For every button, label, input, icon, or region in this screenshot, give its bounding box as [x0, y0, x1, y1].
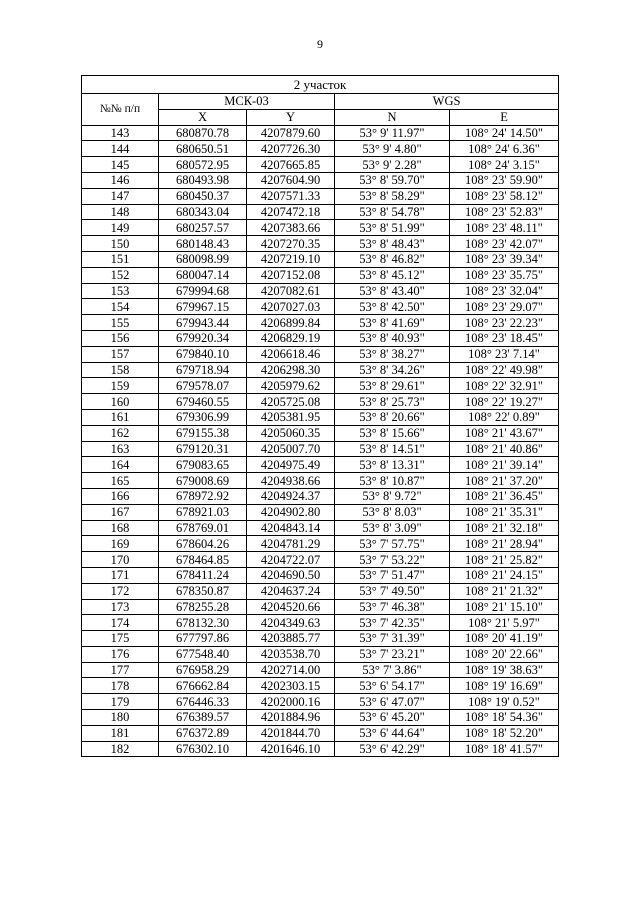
table-row	[82, 362, 559, 378]
msk-y-cell: 4207027.03	[247, 299, 335, 315]
table-row	[82, 425, 559, 441]
msk-y-cell: 4201844.70	[247, 725, 335, 741]
msk-x-cell: 676372.89	[159, 725, 247, 741]
wgs-e-cell: 108° 23' 59.90"	[450, 172, 559, 188]
point-number-cell: 147	[82, 188, 159, 204]
msk-x-cell: 679840.10	[159, 346, 247, 362]
msk-x-cell: 677548.40	[159, 646, 247, 662]
msk-x-cell: 680047.14	[159, 267, 247, 283]
table-row	[82, 220, 559, 236]
wgs-n-cell: 53° 9' 4.80"	[335, 141, 450, 157]
wgs-e-cell: 108° 21' 15.10"	[450, 599, 559, 615]
point-number-cell: 169	[82, 536, 159, 552]
msk-x-cell: 679920.34	[159, 330, 247, 346]
point-number-cell: 171	[82, 567, 159, 583]
page-number: 9	[317, 37, 323, 51]
wgs-e-cell: 108° 23' 52.83"	[450, 204, 559, 220]
msk-x-cell: 680098.99	[159, 251, 247, 267]
table-row	[82, 441, 559, 457]
table-row	[82, 172, 559, 188]
wgs-n-cell: 53° 8' 10.87"	[335, 473, 450, 489]
table-row	[82, 520, 559, 536]
wgs-n-cell: 53° 9' 11.97"	[335, 125, 450, 141]
point-number-cell: 156	[82, 330, 159, 346]
table-row	[82, 567, 559, 583]
wgs-e-cell: 108° 23' 39.34"	[450, 251, 559, 267]
point-number-cell: 163	[82, 441, 159, 457]
msk-x-cell: 679008.69	[159, 473, 247, 489]
msk-y-cell: 4207571.33	[247, 188, 335, 204]
table-row	[82, 330, 559, 346]
msk-y-cell: 4207082.61	[247, 283, 335, 299]
wgs-n-cell: 53° 7' 3.86"	[335, 662, 450, 678]
table-row	[82, 125, 559, 141]
msk-y-cell: 4207879.60	[247, 125, 335, 141]
msk-x-cell: 680148.43	[159, 236, 247, 252]
msk-x-cell: 680450.37	[159, 188, 247, 204]
wgs-n-cell: 53° 8' 51.99"	[335, 220, 450, 236]
wgs-n-cell: 53° 7' 49.50"	[335, 583, 450, 599]
point-number-cell: 149	[82, 220, 159, 236]
wgs-n-cell: 53° 8' 15.66"	[335, 425, 450, 441]
point-number-cell: 143	[82, 125, 159, 141]
table-row	[82, 267, 559, 283]
msk-y-cell: 4207604.90	[247, 172, 335, 188]
msk-x-cell: 679460.55	[159, 394, 247, 410]
table-row	[82, 315, 559, 331]
table-row	[82, 552, 559, 568]
wgs-n-cell: 53° 8' 25.73"	[335, 394, 450, 410]
table-row	[82, 694, 559, 710]
wgs-e-cell: 108° 21' 40.86"	[450, 441, 559, 457]
wgs-e-cell: 108° 24' 3.15"	[450, 157, 559, 173]
msk-group-header: МСК-03	[159, 94, 335, 110]
wgs-n-cell: 53° 8' 14.51"	[335, 441, 450, 457]
wgs-n-cell: 53° 8' 29.61"	[335, 378, 450, 394]
wgs-e-cell: 108° 21' 36.45"	[450, 488, 559, 504]
msk-x-cell: 679578.07	[159, 378, 247, 394]
number-column-header: №№ п/п	[82, 94, 159, 126]
wgs-e-cell: 108° 18' 52.20"	[450, 725, 559, 741]
msk-y-cell: 4207472.18	[247, 204, 335, 220]
table-row	[82, 236, 559, 252]
x-column-header: X	[159, 109, 247, 125]
point-number-cell: 172	[82, 583, 159, 599]
table-row	[82, 599, 559, 615]
point-number-cell: 161	[82, 409, 159, 425]
wgs-n-cell: 53° 7' 57.75"	[335, 536, 450, 552]
msk-y-cell: 4203885.77	[247, 631, 335, 647]
msk-y-cell: 4204924.37	[247, 488, 335, 504]
table-title: 2 участок	[82, 76, 559, 94]
point-number-cell: 153	[82, 283, 159, 299]
n-column-header: N	[335, 109, 450, 125]
msk-x-cell: 676389.57	[159, 710, 247, 726]
msk-y-cell: 4204520.66	[247, 599, 335, 615]
wgs-e-cell: 108° 23' 48.11"	[450, 220, 559, 236]
point-number-cell: 152	[82, 267, 159, 283]
wgs-e-cell: 108° 19' 0.52"	[450, 694, 559, 710]
wgs-n-cell: 53° 7' 53.22"	[335, 552, 450, 568]
table-row	[82, 631, 559, 647]
point-number-cell: 175	[82, 631, 159, 647]
wgs-n-cell: 53° 6' 45.20"	[335, 710, 450, 726]
msk-y-cell: 4202303.15	[247, 678, 335, 694]
point-number-cell: 144	[82, 141, 159, 157]
point-number-cell: 158	[82, 362, 159, 378]
table-row	[82, 536, 559, 552]
point-number-cell: 148	[82, 204, 159, 220]
msk-y-cell: 4206298.30	[247, 362, 335, 378]
wgs-n-cell: 53° 8' 13.31"	[335, 457, 450, 473]
wgs-e-cell: 108° 18' 54.36"	[450, 710, 559, 726]
point-number-cell: 155	[82, 315, 159, 331]
wgs-n-cell: 53° 8' 54.78"	[335, 204, 450, 220]
wgs-n-cell: 53° 8' 43.40"	[335, 283, 450, 299]
point-number-cell: 162	[82, 425, 159, 441]
msk-y-cell: 4204938.66	[247, 473, 335, 489]
msk-y-cell: 4205381.95	[247, 409, 335, 425]
point-number-cell: 170	[82, 552, 159, 568]
msk-x-cell: 680493.98	[159, 172, 247, 188]
wgs-e-cell: 108° 21' 21.32"	[450, 583, 559, 599]
table-row	[82, 583, 559, 599]
wgs-e-cell: 108° 22' 32.91"	[450, 378, 559, 394]
wgs-e-cell: 108° 21' 28.94"	[450, 536, 559, 552]
wgs-e-cell: 108° 23' 18.45"	[450, 330, 559, 346]
wgs-e-cell: 108° 21' 43.67"	[450, 425, 559, 441]
msk-x-cell: 680343.04	[159, 204, 247, 220]
point-number-cell: 180	[82, 710, 159, 726]
wgs-e-cell: 108° 21' 5.97"	[450, 615, 559, 631]
wgs-n-cell: 53° 8' 58.29"	[335, 188, 450, 204]
wgs-n-cell: 53° 8' 20.66"	[335, 409, 450, 425]
wgs-n-cell: 53° 6' 42.29"	[335, 741, 450, 757]
table-row	[82, 409, 559, 425]
wgs-e-cell: 108° 24' 6.36"	[450, 141, 559, 157]
msk-y-cell: 4206829.19	[247, 330, 335, 346]
table-row	[82, 473, 559, 489]
wgs-e-cell: 108° 20' 41.19"	[450, 631, 559, 647]
coordinates-table	[81, 75, 559, 757]
wgs-e-cell: 108° 19' 38.63"	[450, 662, 559, 678]
wgs-n-cell: 53° 8' 46.82"	[335, 251, 450, 267]
wgs-n-cell: 53° 8' 41.69"	[335, 315, 450, 331]
wgs-e-cell: 108° 22' 19.27"	[450, 394, 559, 410]
point-number-cell: 168	[82, 520, 159, 536]
table-row	[82, 615, 559, 631]
msk-y-cell: 4204843.14	[247, 520, 335, 536]
wgs-n-cell: 53° 8' 45.12"	[335, 267, 450, 283]
wgs-e-cell: 108° 21' 25.82"	[450, 552, 559, 568]
msk-x-cell: 679306.99	[159, 409, 247, 425]
msk-y-cell: 4206899.84	[247, 315, 335, 331]
wgs-e-cell: 108° 23' 7.14"	[450, 346, 559, 362]
table-row	[82, 678, 559, 694]
wgs-n-cell: 53° 8' 38.27"	[335, 346, 450, 362]
point-number-cell: 177	[82, 662, 159, 678]
e-column-header: E	[450, 109, 559, 125]
msk-y-cell: 4203538.70	[247, 646, 335, 662]
wgs-n-cell: 53° 7' 31.39"	[335, 631, 450, 647]
msk-y-cell: 4204690.50	[247, 567, 335, 583]
msk-x-cell: 680572.95	[159, 157, 247, 173]
wgs-n-cell: 53° 8' 59.70"	[335, 172, 450, 188]
msk-x-cell: 678132.30	[159, 615, 247, 631]
msk-x-cell: 678255.28	[159, 599, 247, 615]
wgs-e-cell: 108° 23' 22.23"	[450, 315, 559, 331]
point-number-cell: 176	[82, 646, 159, 662]
point-number-cell: 182	[82, 741, 159, 757]
wgs-e-cell: 108° 19' 16.69"	[450, 678, 559, 694]
msk-x-cell: 680870.78	[159, 125, 247, 141]
msk-x-cell: 678921.03	[159, 504, 247, 520]
point-number-cell: 166	[82, 488, 159, 504]
table-row	[82, 157, 559, 173]
point-number-cell: 157	[82, 346, 159, 362]
msk-y-cell: 4205060.35	[247, 425, 335, 441]
msk-x-cell: 679994.68	[159, 283, 247, 299]
msk-x-cell: 680650.51	[159, 141, 247, 157]
msk-y-cell: 4204781.29	[247, 536, 335, 552]
msk-x-cell: 678350.87	[159, 583, 247, 599]
wgs-e-cell: 108° 23' 58.12"	[450, 188, 559, 204]
msk-x-cell: 678411.24	[159, 567, 247, 583]
wgs-e-cell: 108° 21' 39.14"	[450, 457, 559, 473]
wgs-e-cell: 108° 21' 24.15"	[450, 567, 559, 583]
wgs-n-cell: 53° 7' 42.35"	[335, 615, 450, 631]
msk-y-cell: 4202714.00	[247, 662, 335, 678]
msk-x-cell: 679120.31	[159, 441, 247, 457]
wgs-e-cell: 108° 21' 32.18"	[450, 520, 559, 536]
msk-x-cell: 678972.92	[159, 488, 247, 504]
wgs-n-cell: 53° 8' 9.72"	[335, 488, 450, 504]
msk-y-cell: 4207219.10	[247, 251, 335, 267]
msk-y-cell: 4205007.70	[247, 441, 335, 457]
msk-y-cell: 4202000.16	[247, 694, 335, 710]
table-row	[82, 141, 559, 157]
wgs-n-cell: 53° 6' 44.64"	[335, 725, 450, 741]
msk-y-cell: 4204722.07	[247, 552, 335, 568]
table-row	[82, 725, 559, 741]
wgs-n-cell: 53° 8' 40.93"	[335, 330, 450, 346]
msk-x-cell: 679943.44	[159, 315, 247, 331]
wgs-e-cell: 108° 21' 37.20"	[450, 473, 559, 489]
msk-x-cell: 676446.33	[159, 694, 247, 710]
wgs-e-cell: 108° 23' 29.07"	[450, 299, 559, 315]
wgs-e-cell: 108° 22' 0.89"	[450, 409, 559, 425]
table-row	[82, 457, 559, 473]
point-number-cell: 181	[82, 725, 159, 741]
table-row	[82, 394, 559, 410]
wgs-e-cell: 108° 22' 49.98"	[450, 362, 559, 378]
wgs-n-cell: 53° 8' 42.50"	[335, 299, 450, 315]
wgs-n-cell: 53° 7' 46.38"	[335, 599, 450, 615]
point-number-cell: 154	[82, 299, 159, 315]
point-number-cell: 165	[82, 473, 159, 489]
msk-y-cell: 4201884.96	[247, 710, 335, 726]
point-number-cell: 151	[82, 251, 159, 267]
point-number-cell: 159	[82, 378, 159, 394]
table-row	[82, 204, 559, 220]
table-row	[82, 504, 559, 520]
table-row	[82, 299, 559, 315]
msk-x-cell: 678464.85	[159, 552, 247, 568]
table-row	[82, 378, 559, 394]
point-number-cell: 150	[82, 236, 159, 252]
table-row	[82, 710, 559, 726]
table-row	[82, 346, 559, 362]
wgs-n-cell: 53° 9' 2.28"	[335, 157, 450, 173]
wgs-e-cell: 108° 23' 42.07"	[450, 236, 559, 252]
wgs-e-cell: 108° 23' 35.75"	[450, 267, 559, 283]
point-number-cell: 160	[82, 394, 159, 410]
wgs-n-cell: 53° 8' 34.26"	[335, 362, 450, 378]
msk-y-cell: 4205979.62	[247, 378, 335, 394]
point-number-cell: 178	[82, 678, 159, 694]
msk-y-cell: 4205725.08	[247, 394, 335, 410]
point-number-cell: 167	[82, 504, 159, 520]
table-row	[82, 741, 559, 757]
point-number-cell: 164	[82, 457, 159, 473]
wgs-e-cell: 108° 23' 32.04"	[450, 283, 559, 299]
msk-x-cell: 678604.26	[159, 536, 247, 552]
msk-x-cell: 679967.15	[159, 299, 247, 315]
msk-y-cell: 4204637.24	[247, 583, 335, 599]
msk-x-cell: 676958.29	[159, 662, 247, 678]
msk-y-cell: 4204902.80	[247, 504, 335, 520]
wgs-n-cell: 53° 6' 47.07"	[335, 694, 450, 710]
table-header	[82, 76, 559, 126]
table-row	[82, 646, 559, 662]
wgs-e-cell: 108° 20' 22.66"	[450, 646, 559, 662]
wgs-n-cell: 53° 6' 54.17"	[335, 678, 450, 694]
wgs-n-cell: 53° 8' 8.03"	[335, 504, 450, 520]
point-number-cell: 173	[82, 599, 159, 615]
msk-y-cell: 4204349.63	[247, 615, 335, 631]
table-row	[82, 662, 559, 678]
msk-y-cell: 4201646.10	[247, 741, 335, 757]
msk-x-cell: 676302.10	[159, 741, 247, 757]
table-row	[82, 283, 559, 299]
msk-x-cell: 676662.84	[159, 678, 247, 694]
msk-y-cell: 4207152.08	[247, 267, 335, 283]
msk-y-cell: 4204975.49	[247, 457, 335, 473]
msk-y-cell: 4207726.30	[247, 141, 335, 157]
msk-x-cell: 680257.57	[159, 220, 247, 236]
y-column-header: Y	[247, 109, 335, 125]
wgs-n-cell: 53° 7' 51.47"	[335, 567, 450, 583]
wgs-n-cell: 53° 7' 23.21"	[335, 646, 450, 662]
msk-y-cell: 4206618.46	[247, 346, 335, 362]
msk-y-cell: 4207270.35	[247, 236, 335, 252]
table-row	[82, 488, 559, 504]
wgs-group-header: WGS	[335, 94, 559, 110]
wgs-e-cell: 108° 21' 35.31"	[450, 504, 559, 520]
msk-x-cell: 679083.65	[159, 457, 247, 473]
table-body	[82, 125, 559, 757]
msk-x-cell: 678769.01	[159, 520, 247, 536]
table-row	[82, 251, 559, 267]
msk-x-cell: 677797.86	[159, 631, 247, 647]
msk-x-cell: 679155.38	[159, 425, 247, 441]
msk-x-cell: 679718.94	[159, 362, 247, 378]
table-row	[82, 188, 559, 204]
point-number-cell: 145	[82, 157, 159, 173]
wgs-n-cell: 53° 8' 48.43"	[335, 236, 450, 252]
msk-y-cell: 4207665.85	[247, 157, 335, 173]
point-number-cell: 179	[82, 694, 159, 710]
wgs-e-cell: 108° 24' 14.50"	[450, 125, 559, 141]
point-number-cell: 146	[82, 172, 159, 188]
wgs-n-cell: 53° 8' 3.09"	[335, 520, 450, 536]
msk-y-cell: 4207383.66	[247, 220, 335, 236]
wgs-e-cell: 108° 18' 41.57"	[450, 741, 559, 757]
point-number-cell: 174	[82, 615, 159, 631]
